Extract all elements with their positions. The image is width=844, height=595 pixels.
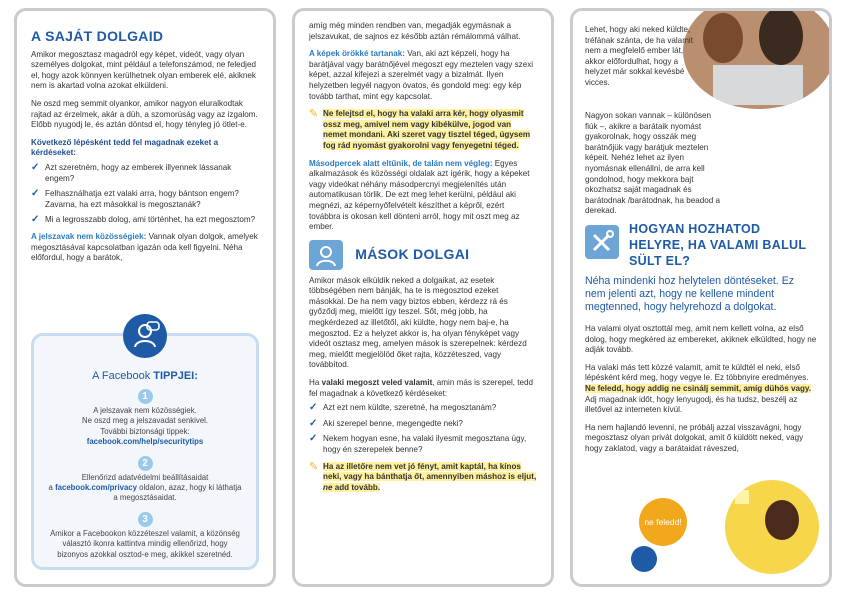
- passwords-paragraph: A jelszavak nem közösségiek: Vannak olyan dolgok, amelyek megosztásával kapcsolatban igazán oda kell figyelni. Néha előfordul, hogy a barátok,: [31, 231, 258, 263]
- tools-icon: [585, 225, 619, 259]
- panel-own-things: [14, 8, 276, 587]
- check-icon: ✓: [31, 161, 40, 173]
- fix-lead: Néha mindenki hoz helytelen döntéseket. Ez nem jelenti azt, hogy ne kellene mindent megtenned, hogy helyrehozd a dolgokat.: [585, 275, 795, 313]
- question-item: ✓ Azt ezt nem küldte, szeretné, ha megosztanám?: [309, 402, 497, 414]
- question-item: ✓ Azt szeretném, hogy az emberek illyennek lássanak engem?: [31, 161, 232, 183]
- fix-paragraph-3: Ha nem hajlandó levenni, ne próbálj azzal visszavágni, hogy megosztasz olyan privát dolgokat, amit ő küldött neked, vagy hogy zaklatod, vagy a barátaidat ráveszed,: [585, 422, 804, 453]
- step-number: 2: [138, 456, 153, 471]
- highlight-note-1: ✎ Ne felejtsd el, hogy ha valaki arra kér, hogy olyasmit ossz meg, amivel nem vagy kibékülve, jogod van nemet mondani. Aki szeret vagy tisztel téged, úgysem fog rád nyomást gyakorolni vagy fenyegetni téged.: [309, 108, 531, 150]
- continued-paragraph: amíg még minden rendben van, megadják egymásnak a jelszavukat, de sajnos ez később aztán rémálommá válhat.: [309, 21, 521, 41]
- decor-dot: [631, 546, 657, 572]
- others-question-list: [309, 403, 537, 455]
- pencil-icon: ✎: [309, 108, 319, 121]
- photo-friends: [683, 8, 832, 109]
- intro-paragraph: Amikor megosztasz magadról egy képet, videót, vagy olyan személyes dolgokat, mint például a telefonszámod, ne feledjed el, hogy azok könnyen kerülhetnek olyan emberek elé, akiknek nem is akartad volna azokat elküldeni.: [31, 49, 256, 91]
- reminder-badge: ne feledd!: [639, 498, 687, 546]
- question-item: ✓ Mi a legrosszabb dolog, ami történhet, ha ezt megosztom?: [31, 214, 256, 226]
- question-item: ✓ Nekem hogyan esne, ha valaki ilyesmit megosztana úgy, hogy én szerepelek benne?: [309, 433, 527, 454]
- pencil-icon: ✎: [309, 460, 319, 473]
- fix-heading: [585, 221, 817, 269]
- tip-step-1: 1 A jelszavak nem közösségiek. Ne oszd meg a jelszavadat senkivel. További biztonsági tippek: facebook.com/help/securitytips: [34, 386, 256, 448]
- step-number: 1: [138, 389, 153, 404]
- photo-user-icon: [309, 240, 343, 270]
- panel-others-things: [292, 8, 554, 587]
- fix-paragraph-2: Ha valaki más tett közzé valamit, amit te küldtél el neki, első lépésként kérd meg, hogy vegye le. Ez többnyire eredményes. Ne feledd, hogy addig ne csinálj semmit, amíg dühös vagy. Adj magadnak időt, hogy lenyugodj, és ha tudsz, beszélj az illetővel az interneten kívül.: [585, 362, 812, 415]
- highlight-note-2: ✎ Ha az illetőre nem vet jó fényt, amit kaptál, ha kínos neki, vagy ha bánthatja őt, amennyiben máshoz is eljut, ne add tovább.: [309, 460, 537, 492]
- joke-paragraph: Lehet, hogy aki neked küldte, tréfának szánta, de ha valamit nem a megfelelő ember lát, akkor előfordulhat, hogy a helyzet már sokkal kevésbé vicces.: [585, 25, 693, 87]
- question-item: ✓ Aki szerepel benne, megengedte neki?: [309, 417, 463, 429]
- check-icon: ✓: [31, 188, 40, 200]
- question-item: ✓ Felhasználhatja ezt valaki arra, hogy bántson engem? Zavarna, ha ezt másokkal is megosztanák?: [31, 188, 239, 209]
- facebook-tips-box: [31, 333, 259, 570]
- section-title-own: A SAJÁT DOLGAID: [31, 28, 164, 44]
- others-heading: [309, 240, 537, 270]
- others-paragraph: Amikor mások elküldik neked a dolgaikat, az esetek többségében nem bánják, ha te is megosztod ezeket másokkal. De ha nem vagy biztos ebben, kérdezz rá és győződj meg, mielőtt így teszel. Sőt, még jobb, ha megkérdezed az illetőtől, aki küldte, hogy nem baj-e, ha megosztod. Ez a helyzet akkor is, ha olyan fényképet vagy videót osztasz meg, amelyen mások is szerepelnek: kérdezd meg, mielőtt megjelölöd őket rajta, közzéteszed, vagy továbbítod.: [309, 275, 527, 370]
- permanent-paragraph: A képek örökké tartanak: Van, aki azt képzeli, hogy ha barátjával vagy barátnőjével megoszt egy meztelen vagy szexi képet, azzal kifejezi a szerelmét vagy a bizalmát. Ilyen helyzetben legyél nagyon óvatos, és gondold meg: egy kép tovább tarthat, mint egy kapcsolat.: [309, 49, 534, 101]
- tips-title: A Facebook TIPPJEI:: [92, 370, 198, 382]
- question-list: [31, 163, 261, 226]
- photo-sticky-notes: [725, 480, 819, 574]
- panel-fix-it: [570, 8, 832, 587]
- questions-lead: Következő lépésként tedd fel magadnak ezeket a kérdéseket:: [31, 137, 219, 158]
- security-tips-link[interactable]: facebook.com/help/securitytips: [86, 437, 204, 447]
- peer-pressure-paragraph: Nagyon sokan vannak – különösen fiúk –, akikre a barátaik nyomást gyakorolnak, hogy osszák meg barátnőjük vagy barátjuk meztelen képeit. Nehéz lehet az ilyen nyomásnak ellenállni, de arra kell gondolnod, hogy mekkora bajt okozhatsz saját magadnak és barátodnak /barátodnak, ha beadod a derekad.: [585, 111, 721, 216]
- tip-step-3: 3 Amikor a Facebookon közzéteszel valamit, a közönség választó ikonra kattintva mindig ellenőrizd, hogy bizonyos azokkal osztod-e meg, akikkel szeretnéd.: [50, 513, 240, 559]
- emotions-paragraph: Ne oszd meg semmit olyankor, amikor nagyon eluralkodtak rajtad az érzelmek, akár a düh, a szomorúság vagy az izgalom. Előbb nyugodj le, és aztán döntsd el, hogy tényleg jó ötlet-e.: [31, 98, 258, 130]
- check-icon: ✓: [309, 433, 318, 445]
- step-number: 3: [138, 512, 153, 527]
- seconds-paragraph: Másodpercek alatt eltűnik, de talán nem végleg: Egyes alkalmazások és közösségi oldalak azt ígérik, hogy a képeket vagy videókat néhány másodpercnyi megjelenítés után automatikusan törlik. De ezt meg lehet kerülni, például aki megnézi, az képernyőfelvételt készíthet a képről, ezért továbbra is okosan kell dönteni arról, hogy mit oszt meg az ember.: [309, 158, 530, 232]
- check-icon: ✓: [31, 214, 40, 226]
- section-title-fix: HOGYAN HOZHATOD HELYRE, HA VALAMI BALUL SÜLT EL?: [629, 222, 807, 268]
- section-title-others: MÁSOK DOLGAI: [355, 246, 470, 263]
- check-icon: ✓: [309, 402, 318, 414]
- chat-user-icon: [123, 314, 167, 358]
- privacy-link[interactable]: facebook.com/privacy: [55, 483, 137, 493]
- tip-step-2: 2 Ellenőrizd adatvédelmi beállításaidat a facebook.com/privacy oldalon, azaz, hogy ki láthatja a megosztásaidat.: [48, 457, 242, 503]
- check-icon: ✓: [309, 417, 318, 429]
- fix-paragraph-1: Ha valami olyat osztottál meg, amit nem kellett volna, az első dolog, hogy megkéred az embereket, akiknek elküldted, hogy ne adják tovább.: [585, 324, 817, 355]
- others-question-lead: Ha valaki megoszt veled valamit, amin más is szerepel, tedd fel magadnak a következő kérdéseket:: [309, 378, 534, 398]
